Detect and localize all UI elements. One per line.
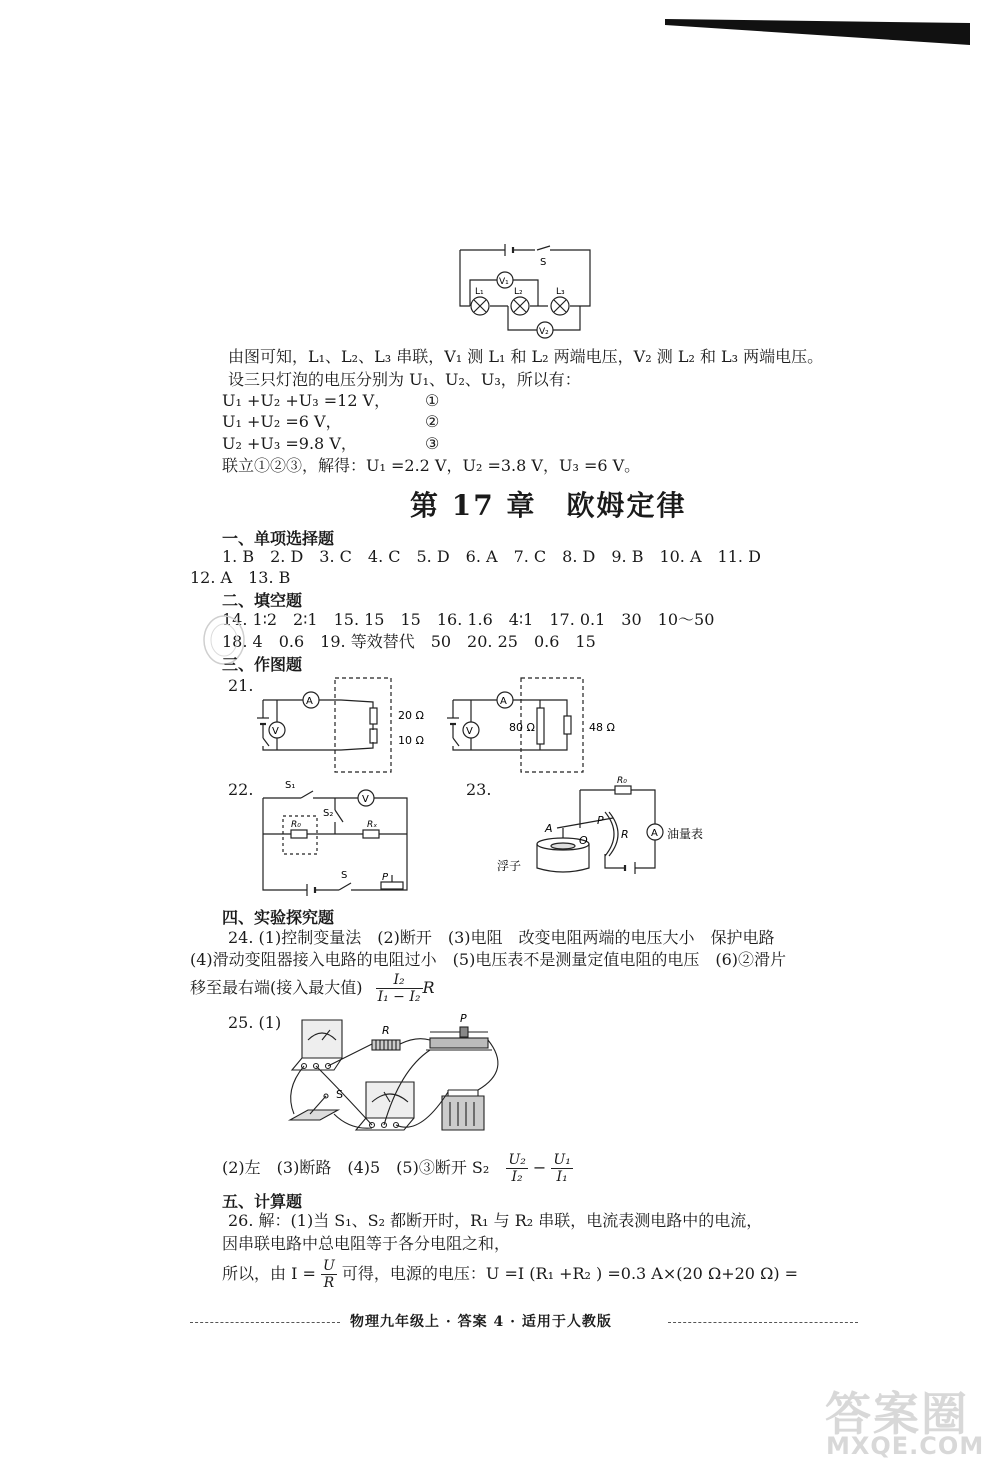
watermark-url: MXQE.COM [826,1432,985,1460]
v2-label: V₂ [539,327,549,337]
q23-r0-label: R₀ [617,776,627,786]
q25-label: 25. (1) [228,1013,282,1032]
equation-3-mark: ③ [425,434,440,453]
q21-left-circuit [255,672,424,774]
q25-fraction-1-denominator: I₂ [511,1169,523,1185]
equation-1-mark: ① [425,391,440,410]
q25-fraction-1-numerator: U₂ [508,1152,526,1168]
section-1-answers-2: 12. A 13. B [190,568,291,587]
q24-line-2: (4)滑动变阻器接入电路的电阻过小 (5)电压表不是测量定值电阻的电压 (6)②滑片 [190,950,786,969]
q25-minus: − [532,1158,547,1177]
v1-label: V₁ [499,277,509,287]
series-lamp-circuit-figure [450,238,600,350]
q23-gauge-label: 油量表 [667,827,704,841]
analysis-line-1: 由图可知，L₁、L₂、L₃ 串联，V₁ 测 L₁ 和 L₂ 两端电压，V₂ 测 L₂ 和 L₃ 两端电压。 [228,347,824,366]
q22-s1-label: S₁ [285,780,296,791]
l2-label: L₂ [514,287,523,297]
q22-label: 22. [228,780,254,799]
q25-s-label: S [336,1088,343,1101]
section-1-title: 一、单项选择题 [222,529,335,548]
q26-fraction-denominator: R [323,1275,335,1291]
l3-label: L₃ [556,287,565,297]
q25-fraction-2-denominator: I₁ [556,1169,568,1185]
q21-right-voltmeter-label: V [466,726,473,737]
section-2-answers-1: 14. 1∶2 2∶1 15. 15 15 16. 1.6 4∶1 17. 0.1 30 10～50 [222,610,715,629]
q26-line-3b: 可得，电源的电压：U =I (R₁ +R₂ ) =0.3 A×(20 Ω+20 Ω) = [341,1264,799,1283]
q22-s-label: S [341,870,348,881]
q25-fraction-2 [551,1152,572,1185]
footer-rule-right [668,1322,858,1323]
q21-left-r2-label: 10 Ω [398,734,424,747]
q22-rx-label: Rₓ [367,820,378,830]
q25-line-2-text: (2)左 (3)断路 (4)5 (5)③断开 S₂ [222,1158,490,1177]
q25-fraction-2-numerator: U₁ [553,1152,571,1168]
q22-voltmeter-label: V [362,794,369,805]
section-1-answers-1: 1. B 2. D 3. C 4. C 5. D 6. A 7. C 8. D 9. B 10. A 11. D [222,547,761,566]
watermark-logo: 答案圈 [825,1387,969,1441]
q25-fraction-1 [506,1152,527,1185]
solution-line: 联立①②③，解得：U₁ =2.2 V，U₂ =3.8 V，U₃ =6 V。 [222,456,641,475]
q25-p-label: P [460,1012,467,1025]
q25-line-2 [222,1152,573,1185]
q23-fuel-gauge-figure [495,772,725,884]
q23-o-label: O [579,834,588,847]
section-3-title: 三、作图题 [222,655,303,674]
q21-label: 21. [228,676,254,695]
footer-text: 物理九年级上 · 答案 4 · 适用于人教版 [350,1314,612,1330]
switch-label: S [540,257,547,268]
q21-right-r2-label: 48 Ω [589,721,615,734]
q24-fraction-r: R [422,978,435,997]
q22-s2-label: S₂ [323,808,334,819]
q24-fraction-denominator: I₁ − I₂ [377,989,421,1005]
q22-circuit [255,772,420,896]
q24-fraction [376,972,423,1005]
equation-3: U₂ +U₃ =9.8 V， [222,434,357,453]
analysis-line-2: 设三只灯泡的电压分别为 U₁、U₂、U₃，所以有： [228,370,581,389]
q24-line-3 [190,972,435,1005]
section-5-title: 五、计算题 [222,1192,303,1211]
q26-line-3 [222,1258,798,1291]
q21-left-r1-label: 20 Ω [398,709,424,722]
q25-apparatus-figure [280,1010,520,1138]
q22-p-label: P [382,872,389,883]
scan-edge-mark [665,15,975,47]
equation-2: U₁ +U₂ =6 V， [222,412,342,431]
q26-line-3a: 所以，由 I = [222,1264,316,1283]
q24-line-1: 24. (1)控制变量法 (2)断开 (3)电阻 改变电阻两端的电压大小 保护电路 [228,928,775,947]
section-2-answers-2: 18. 4 0.6 19. 等效替代 50 20. 25 0.6 15 [222,632,596,651]
q26-line-2: 因串联电路中总电阻等于各分电阻之和， [222,1234,511,1253]
q21-right-circuit [445,672,625,774]
q25-r-label: R [382,1024,390,1037]
q24-line-3-text: 移至最右端(接入最大值) [190,978,363,997]
footer-rule-left [190,1322,340,1323]
q23-p-label: P [597,814,604,827]
q21-right-ammeter-label: A [500,696,507,707]
chapter-title: 第 17 章 欧姆定律 [410,489,687,522]
q21-right-r1-label: 80 Ω [509,721,535,734]
q23-label: 23. [466,780,492,799]
l1-label: L₁ [475,287,484,297]
q26-line-1: 26. 解：(1)当 S₁、S₂ 都断开时，R₁ 与 R₂ 串联，电流表测电路中的电流， [228,1211,763,1230]
q21-left-voltmeter-label: V [272,726,279,737]
q23-float-label: 浮子 [497,859,522,873]
q23-r-label: R [621,828,629,841]
section-2-title: 二、填空题 [222,591,303,610]
q23-a-label: A [545,822,553,835]
equation-1: U₁ +U₂ +U₃ =12 V， [222,391,391,410]
q24-fraction-numerator: I₂ [376,972,423,989]
equation-2-mark: ② [425,412,440,431]
q23-ammeter-label: A [651,828,658,839]
q26-fraction [321,1258,337,1291]
section-4-title: 四、实验探究题 [222,908,335,927]
q22-r0-label: R₀ [291,820,301,830]
q26-fraction-numerator: U [323,1258,335,1274]
q21-left-ammeter-label: A [306,696,313,707]
